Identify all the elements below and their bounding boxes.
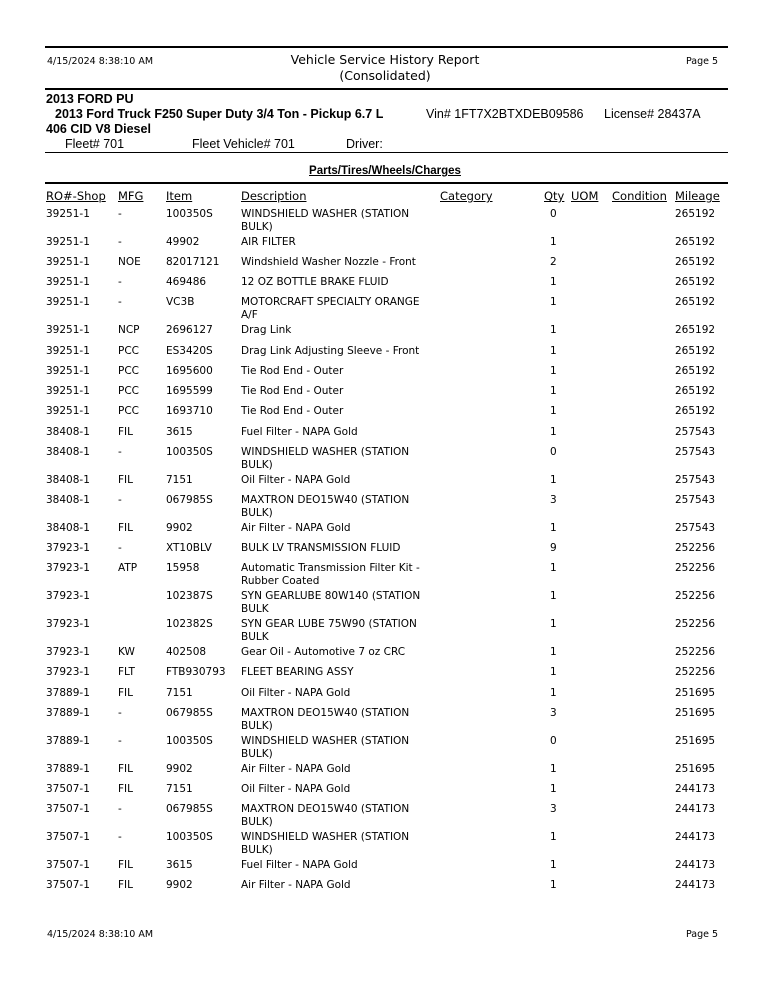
cell-ro-shop: 37923-1 xyxy=(46,666,90,678)
cell-description: MAXTRON DEO15W40 (STATION BULK) xyxy=(241,803,410,828)
cell-mileage: 251695 xyxy=(675,735,716,747)
cell-mfg: FIL xyxy=(118,522,133,534)
vehicle-model-line: 2013 Ford Truck F250 Super Duty 3/4 Ton - Pickup 6.7 L xyxy=(55,107,384,121)
cell-ro-shop: 39251-1 xyxy=(46,276,90,288)
cell-description: Oil Filter - NAPA Gold xyxy=(241,474,351,486)
cell-mileage: 257543 xyxy=(675,522,716,534)
cell-item: 067985S xyxy=(166,494,213,506)
cell-mfg: - xyxy=(118,542,122,554)
cell-mfg: - xyxy=(118,735,122,747)
cell-ro-shop: 37507-1 xyxy=(46,783,90,795)
cell-mfg: FIL xyxy=(118,859,133,871)
cell-qty: 1 xyxy=(550,365,557,377)
col-header-item: Item xyxy=(166,189,193,203)
cell-mileage: 265192 xyxy=(675,365,716,377)
cell-mfg: - xyxy=(118,208,122,220)
cell-mileage: 244173 xyxy=(675,803,716,815)
cell-qty: 1 xyxy=(550,859,557,871)
cell-ro-shop: 37889-1 xyxy=(46,707,90,719)
cell-ro-shop: 37923-1 xyxy=(46,542,90,554)
cell-item: 9902 xyxy=(166,879,193,891)
cell-qty: 1 xyxy=(550,590,557,602)
cell-ro-shop: 37889-1 xyxy=(46,687,90,699)
vehicle-vin: Vin# 1FT7X2BTXDEB09586 xyxy=(426,107,584,121)
cell-item: 9902 xyxy=(166,522,193,534)
cell-ro-shop: 39251-1 xyxy=(46,405,90,417)
cell-ro-shop: 38408-1 xyxy=(46,494,90,506)
cell-ro-shop: 37889-1 xyxy=(46,763,90,775)
cell-mfg: - xyxy=(118,831,122,843)
cell-description: MOTORCRAFT SPECIALTY ORANGE A/F xyxy=(241,296,420,321)
cell-mileage: 251695 xyxy=(675,687,716,699)
cell-qty: 3 xyxy=(550,803,557,815)
cell-qty: 1 xyxy=(550,405,557,417)
cell-mileage: 244173 xyxy=(675,879,716,891)
cell-ro-shop: 37923-1 xyxy=(46,562,90,574)
cell-mileage: 265192 xyxy=(675,296,716,308)
vehicle-heading: 2013 FORD PU xyxy=(46,92,134,106)
cell-item: FTB930793 xyxy=(166,666,226,678)
cell-qty: 3 xyxy=(550,707,557,719)
cell-item: 49902 xyxy=(166,236,200,248)
cell-qty: 0 xyxy=(550,208,557,220)
header-page-number: Page 5 xyxy=(686,56,719,67)
section-title: Parts/Tires/Wheels/Charges xyxy=(309,165,461,177)
cell-item: 100350S xyxy=(166,831,213,843)
header-bottom-rule xyxy=(45,88,728,90)
cell-description: Tie Rod End - Outer xyxy=(241,405,344,417)
cell-description: Drag Link xyxy=(241,324,292,336)
cell-description: WINDSHIELD WASHER (STATION BULK) xyxy=(241,446,410,471)
col-header-description: Description xyxy=(241,189,307,203)
section-rule xyxy=(45,182,728,184)
cell-mileage: 257543 xyxy=(675,426,716,438)
cell-qty: 1 xyxy=(550,276,557,288)
cell-mileage: 252256 xyxy=(675,542,716,554)
cell-qty: 1 xyxy=(550,831,557,843)
cell-item: 469486 xyxy=(166,276,207,288)
cell-description: MAXTRON DEO15W40 (STATION BULK) xyxy=(241,494,410,519)
header-timestamp: 4/15/2024 8:38:10 AM xyxy=(47,56,154,67)
cell-description: Oil Filter - NAPA Gold xyxy=(241,783,351,795)
cell-ro-shop: 37507-1 xyxy=(46,831,90,843)
cell-mileage: 257543 xyxy=(675,474,716,486)
cell-item: 3615 xyxy=(166,426,193,438)
cell-mfg: PCC xyxy=(118,385,139,397)
cell-mileage: 244173 xyxy=(675,859,716,871)
cell-description: Gear Oil - Automotive 7 oz CRC xyxy=(241,646,406,658)
col-header-ro-shop: RO#-Shop xyxy=(46,189,106,203)
cell-mfg: - xyxy=(118,276,122,288)
cell-mileage: 265192 xyxy=(675,208,716,220)
fleet-number: Fleet# 701 xyxy=(65,137,125,151)
cell-description: WINDSHIELD WASHER (STATION BULK) xyxy=(241,208,410,233)
cell-mileage: 251695 xyxy=(675,763,716,775)
vehicle-engine: 406 CID V8 Diesel xyxy=(46,122,151,136)
footer-page-number: Page 5 xyxy=(686,929,719,940)
cell-qty: 1 xyxy=(550,646,557,658)
cell-item: 102382S xyxy=(166,618,213,630)
cell-ro-shop: 38408-1 xyxy=(46,426,90,438)
report-title-line2: (Consolidated) xyxy=(339,68,431,83)
report-title xyxy=(250,52,520,84)
cell-qty: 1 xyxy=(550,296,557,308)
cell-description: WINDSHIELD WASHER (STATION BULK) xyxy=(241,831,410,856)
cell-qty: 1 xyxy=(550,618,557,630)
cell-description: Windshield Washer Nozzle - Front xyxy=(241,256,416,268)
cell-mfg: - xyxy=(118,446,122,458)
cell-mfg: NCP xyxy=(118,324,140,336)
cell-qty: 2 xyxy=(550,256,557,268)
cell-mileage: 252256 xyxy=(675,666,716,678)
vehicle-bottom-rule xyxy=(45,152,728,153)
cell-item: XT10BLV xyxy=(166,542,212,554)
cell-mfg: FIL xyxy=(118,783,133,795)
fleet-vehicle-number: Fleet Vehicle# 701 xyxy=(192,137,295,151)
cell-ro-shop: 39251-1 xyxy=(46,236,90,248)
cell-ro-shop: 37507-1 xyxy=(46,859,90,871)
cell-mfg: FIL xyxy=(118,474,133,486)
cell-description: Air Filter - NAPA Gold xyxy=(241,522,351,534)
cell-description: Air Filter - NAPA Gold xyxy=(241,879,351,891)
cell-qty: 1 xyxy=(550,522,557,534)
cell-qty: 1 xyxy=(550,562,557,574)
cell-mileage: 265192 xyxy=(675,385,716,397)
cell-description: FLEET BEARING ASSY xyxy=(241,666,354,678)
cell-item: 067985S xyxy=(166,803,213,815)
col-header-qty: Qty xyxy=(544,189,565,203)
cell-mfg: KW xyxy=(118,646,135,658)
cell-qty: 1 xyxy=(550,324,557,336)
cell-ro-shop: 39251-1 xyxy=(46,208,90,220)
cell-mfg: - xyxy=(118,707,122,719)
cell-item: 82017121 xyxy=(166,256,220,268)
cell-mileage: 252256 xyxy=(675,646,716,658)
cell-mileage: 265192 xyxy=(675,324,716,336)
cell-description: Drag Link Adjusting Sleeve - Front xyxy=(241,345,420,357)
cell-mileage: 244173 xyxy=(675,831,716,843)
cell-ro-shop: 39251-1 xyxy=(46,256,90,268)
cell-qty: 1 xyxy=(550,763,557,775)
cell-description: Oil Filter - NAPA Gold xyxy=(241,687,351,699)
cell-item: 100350S xyxy=(166,735,213,747)
cell-mfg: - xyxy=(118,803,122,815)
cell-description: Tie Rod End - Outer xyxy=(241,385,344,397)
cell-ro-shop: 38408-1 xyxy=(46,474,90,486)
cell-mfg: NOE xyxy=(118,256,141,268)
col-header-mileage: Mileage xyxy=(675,189,720,203)
cell-mileage: 265192 xyxy=(675,276,716,288)
cell-item: VC3B xyxy=(166,296,195,308)
cell-qty: 9 xyxy=(550,542,557,554)
cell-item: 9902 xyxy=(166,763,193,775)
cell-ro-shop: 39251-1 xyxy=(46,365,90,377)
cell-mfg: PCC xyxy=(118,345,139,357)
cell-qty: 1 xyxy=(550,385,557,397)
cell-item: ES3420S xyxy=(166,345,213,357)
cell-item: 7151 xyxy=(166,687,193,699)
cell-ro-shop: 37889-1 xyxy=(46,735,90,747)
cell-qty: 3 xyxy=(550,494,557,506)
cell-mileage: 257543 xyxy=(675,494,716,506)
cell-mfg: FIL xyxy=(118,879,133,891)
cell-mileage: 257543 xyxy=(675,446,716,458)
col-header-condition: Condition xyxy=(612,189,667,203)
cell-description: Air Filter - NAPA Gold xyxy=(241,763,351,775)
cell-ro-shop: 39251-1 xyxy=(46,296,90,308)
cell-qty: 1 xyxy=(550,426,557,438)
cell-description: MAXTRON DEO15W40 (STATION BULK) xyxy=(241,707,410,732)
cell-ro-shop: 37923-1 xyxy=(46,590,90,602)
cell-qty: 1 xyxy=(550,687,557,699)
cell-description: SYN GEARLUBE 80W140 (STATION BULK xyxy=(241,590,421,615)
cell-item: 7151 xyxy=(166,783,193,795)
cell-mfg: PCC xyxy=(118,365,139,377)
cell-item: 102387S xyxy=(166,590,213,602)
cell-item: 2696127 xyxy=(166,324,213,336)
cell-item: 15958 xyxy=(166,562,200,574)
cell-item: 402508 xyxy=(166,646,207,658)
cell-ro-shop: 38408-1 xyxy=(46,446,90,458)
cell-description: BULK LV TRANSMISSION FLUID xyxy=(241,542,401,554)
cell-mfg: ATP xyxy=(118,562,138,574)
cell-mfg: FIL xyxy=(118,426,133,438)
cell-item: 3615 xyxy=(166,859,193,871)
cell-qty: 1 xyxy=(550,666,557,678)
cell-ro-shop: 37923-1 xyxy=(46,646,90,658)
cell-description: WINDSHIELD WASHER (STATION BULK) xyxy=(241,735,410,760)
cell-mfg: FLT xyxy=(118,666,135,678)
col-header-mfg: MFG xyxy=(118,189,144,203)
cell-mileage: 251695 xyxy=(675,707,716,719)
cell-item: 100350S xyxy=(166,446,213,458)
cell-mileage: 265192 xyxy=(675,345,716,357)
cell-item: 100350S xyxy=(166,208,213,220)
cell-mileage: 244173 xyxy=(675,783,716,795)
cell-ro-shop: 38408-1 xyxy=(46,522,90,534)
cell-ro-shop: 39251-1 xyxy=(46,345,90,357)
cell-mfg: FIL xyxy=(118,687,133,699)
cell-mileage: 252256 xyxy=(675,618,716,630)
cell-description: Automatic Transmission Filter Kit - Rubber Coated xyxy=(241,562,420,587)
cell-qty: 1 xyxy=(550,345,557,357)
cell-qty: 1 xyxy=(550,783,557,795)
col-header-category: Category xyxy=(440,189,493,203)
cell-qty: 0 xyxy=(550,446,557,458)
cell-item: 1695600 xyxy=(166,365,213,377)
cell-item: 1695599 xyxy=(166,385,213,397)
cell-qty: 0 xyxy=(550,735,557,747)
cell-mileage: 252256 xyxy=(675,562,716,574)
cell-description: SYN GEAR LUBE 75W90 (STATION BULK xyxy=(241,618,417,643)
cell-mfg: PCC xyxy=(118,405,139,417)
cell-ro-shop: 37507-1 xyxy=(46,879,90,891)
cell-ro-shop: 39251-1 xyxy=(46,385,90,397)
cell-ro-shop: 39251-1 xyxy=(46,324,90,336)
cell-description: Fuel Filter - NAPA Gold xyxy=(241,426,358,438)
cell-qty: 1 xyxy=(550,879,557,891)
cell-mileage: 252256 xyxy=(675,590,716,602)
cell-mileage: 265192 xyxy=(675,256,716,268)
driver-label: Driver: xyxy=(346,137,383,151)
top-rule xyxy=(45,46,728,48)
cell-qty: 1 xyxy=(550,474,557,486)
cell-description: Tie Rod End - Outer xyxy=(241,365,344,377)
cell-description: AIR FILTER xyxy=(241,236,296,248)
cell-ro-shop: 37507-1 xyxy=(46,803,90,815)
col-header-uom: UOM xyxy=(571,189,599,203)
cell-mfg: FIL xyxy=(118,763,133,775)
vehicle-license: License# 28437A xyxy=(604,107,701,121)
cell-mileage: 265192 xyxy=(675,236,716,248)
cell-description: 12 OZ BOTTLE BRAKE FLUID xyxy=(241,276,389,288)
report-title-line1: Vehicle Service History Report xyxy=(290,52,480,67)
cell-item: 1693710 xyxy=(166,405,213,417)
cell-qty: 1 xyxy=(550,236,557,248)
cell-description: Fuel Filter - NAPA Gold xyxy=(241,859,358,871)
cell-mileage: 265192 xyxy=(675,405,716,417)
cell-mfg: - xyxy=(118,236,122,248)
cell-item: 067985S xyxy=(166,707,213,719)
cell-mfg: - xyxy=(118,296,122,308)
footer-timestamp: 4/15/2024 8:38:10 AM xyxy=(47,929,154,940)
cell-item: 7151 xyxy=(166,474,193,486)
cell-ro-shop: 37923-1 xyxy=(46,618,90,630)
cell-mfg: - xyxy=(118,494,122,506)
